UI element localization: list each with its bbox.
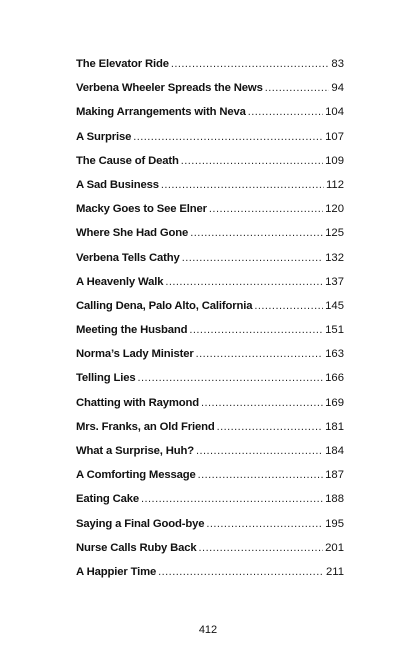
toc-entry-title: A Surprise — [76, 130, 132, 143]
toc-entry — [76, 439, 344, 463]
toc-entry-page: 145 — [325, 299, 344, 312]
toc-entry-page: 112 — [325, 178, 344, 191]
toc-entry — [76, 125, 344, 149]
toc-entry-title: The Elevator Ride — [76, 58, 169, 70]
toc-entry-page: 120 — [325, 203, 344, 216]
toc-entry — [76, 342, 344, 366]
toc-entry-page: 132 — [325, 251, 344, 264]
toc-dot-leader — [138, 366, 324, 390]
toc-dot-leader — [201, 391, 323, 415]
toc-entry-page: 211 — [325, 565, 344, 578]
toc-entry-page: 137 — [325, 275, 344, 288]
toc-entry — [76, 536, 344, 560]
toc-dot-leader — [199, 536, 324, 560]
toc-entry-title: Where She Had Gone — [76, 227, 189, 240]
toc-entry-title: What a Surprise, Huh? — [76, 445, 194, 457]
toc-entry-title: Making Arrangements with Neva — [76, 106, 246, 119]
toc-entry-title: Nurse Calls Ruby Back — [76, 541, 197, 554]
toc-dot-leader — [248, 100, 323, 124]
toc-entry-page: 169 — [325, 396, 344, 409]
toc-entry-page: 188 — [325, 493, 344, 506]
toc-dot-leader — [182, 246, 323, 270]
toc-dot-leader — [217, 415, 324, 439]
toc-dot-leader — [209, 197, 323, 221]
toc-dot-leader — [181, 149, 323, 173]
toc-dot-leader — [165, 270, 323, 294]
toc-entry-page: 107 — [325, 130, 344, 143]
toc-entry-page: 166 — [325, 372, 344, 385]
toc-entry — [76, 487, 344, 511]
toc-entry-title: A Heavenly Walk — [76, 275, 164, 288]
toc-entry — [76, 100, 344, 124]
toc-entry-title: Meeting the Husband — [76, 324, 188, 337]
toc-entry-page: 195 — [325, 517, 344, 530]
toc-entry-title: A Sad Business — [76, 178, 159, 191]
toc-entry-title: A Happier Time — [76, 565, 157, 578]
toc-dot-leader — [190, 221, 323, 245]
toc-entry-page: 94 — [331, 82, 344, 95]
toc-entry — [76, 463, 344, 487]
page-number: 412 — [198, 624, 218, 636]
toc-entry-title: Chatting with Raymond — [76, 396, 199, 409]
toc-entry-page: 184 — [325, 445, 344, 457]
toc-entry — [76, 512, 344, 536]
toc-entry — [76, 246, 344, 270]
toc-entry — [76, 221, 344, 245]
toc-dot-leader — [171, 52, 330, 76]
toc-entry-page: 181 — [325, 420, 344, 433]
toc-dot-leader — [206, 512, 323, 536]
toc-entry-title: Saying a Final Good-bye — [76, 517, 205, 530]
toc-entry-page: 163 — [325, 348, 344, 361]
toc-entry — [76, 197, 344, 221]
toc-entry-page: 83 — [331, 58, 344, 70]
toc-dot-leader — [158, 560, 324, 584]
toc-entry-page: 187 — [325, 469, 344, 482]
toc-entry — [76, 560, 344, 584]
toc-entry — [76, 391, 344, 415]
toc-entry — [76, 76, 344, 100]
toc-entry — [76, 52, 344, 76]
toc-dot-leader — [196, 342, 324, 366]
toc-dot-leader — [265, 76, 330, 100]
toc-entry-title: Norma’s Lady Minister — [76, 348, 194, 361]
toc-entry — [76, 366, 344, 390]
toc-entry — [76, 318, 344, 342]
toc-entry-title: Verbena Tells Cathy — [76, 251, 180, 264]
toc-entry — [76, 415, 344, 439]
toc-dot-leader — [161, 173, 324, 197]
toc-entry-title: Mrs. Franks, an Old Friend — [76, 420, 215, 433]
toc-dot-leader — [141, 487, 323, 511]
toc-entry-title: A Comforting Message — [76, 469, 196, 482]
toc-entry-page: 109 — [325, 154, 344, 167]
table-of-contents — [76, 52, 344, 584]
toc-entry — [76, 173, 344, 197]
toc-entry-page: 151 — [325, 324, 344, 337]
toc-dot-leader — [198, 463, 324, 487]
toc-dot-leader — [196, 439, 323, 463]
toc-dot-leader — [254, 294, 323, 318]
toc-entry-page: 104 — [325, 106, 344, 119]
toc-entry — [76, 270, 344, 294]
toc-entry-page: 201 — [325, 541, 344, 554]
toc-entry — [76, 149, 344, 173]
toc-dot-leader — [133, 125, 323, 149]
toc-entry-title: Macky Goes to See Elner — [76, 203, 207, 216]
toc-entry-title: Calling Dena, Palo Alto, California — [76, 299, 253, 312]
toc-entry-page: 125 — [325, 227, 344, 240]
toc-entry-title: Telling Lies — [76, 372, 136, 385]
toc-entry-title: Eating Cake — [76, 493, 140, 506]
toc-dot-leader — [189, 318, 323, 342]
toc-entry — [76, 294, 344, 318]
toc-entry-title: The Cause of Death — [76, 154, 179, 167]
toc-entry-title: Verbena Wheeler Spreads the News — [76, 82, 263, 95]
